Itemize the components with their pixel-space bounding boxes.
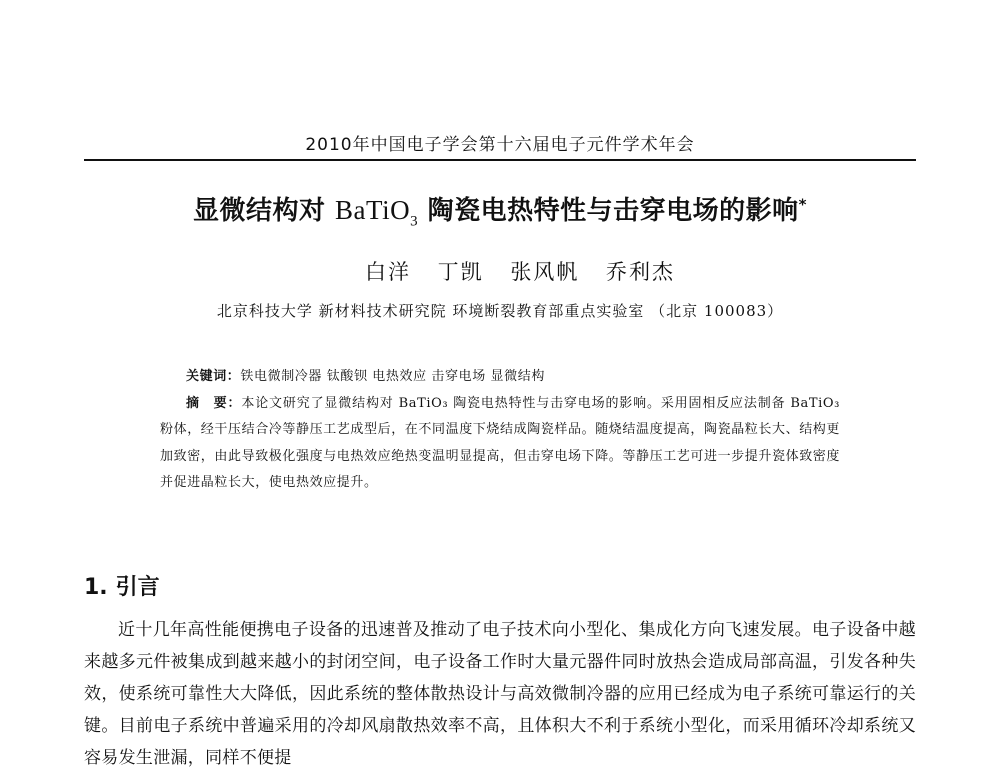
section-heading: [84, 570, 160, 601]
title-prefix: 显微结构对: [192, 196, 336, 226]
paper-title: [60, 190, 940, 230]
section-title-text: 引言: [115, 575, 160, 600]
header-rule: [84, 159, 916, 161]
affiliation: 北京科技大学 新材料技术研究院 环境断裂教育部重点实验室 （北京 100083）: [216, 302, 784, 320]
introduction-paragraph: 近十几年高性能便携电子设备的迅速普及推动了电子技术向小型化、集成化方向飞速发展。电子设备中越来越多元件被集成到越来越小的封闭空间，电子设备工作时大量元器件同时放热会造成局部高温，引发各种失效，使系统可靠性大大降低，因此系统的整体散热设计与高效微制冷器的应用已经成为电子系统可靠运行的关键。目前电子系统中普遍采用的冷却风扇散热效率不高，且体积大不利于系统小型化，而采用循环冷却系统又容易发生泄漏，同样不便提: [84, 620, 916, 768]
section-number: 1.: [84, 575, 108, 600]
conference-header: 2010年中国电子学会第十六届电子元件学术年会: [305, 135, 695, 155]
introduction-body: [84, 614, 916, 774]
keywords-label: 关键词：: [186, 369, 241, 384]
keywords: [160, 364, 840, 391]
title-suffix: 陶瓷电热特性与击穿电场的影响: [418, 196, 799, 226]
formula-base: BaTiO: [335, 195, 411, 225]
abstract: [160, 391, 840, 497]
authors: 白洋 丁凯 张风帆 乔利杰: [364, 260, 676, 284]
title-formula: [335, 195, 419, 230]
formula-subscript: 3: [410, 213, 419, 230]
footnote-mark: *: [798, 195, 808, 214]
abstract-text: 本论文研究了显微结构对 BaTiO₃ 陶瓷电热特性与击穿电场的影响。采用固相反应法制备 BaTiO₃ 粉体，经干压结合冷等静压工艺成型后，在不同温度下烧结成陶瓷样品。随烧结温度提高，陶瓷晶粒长大、结构更加致密，由此导致极化强度与电热效应绝热变温明显提高，但击穿电场下降。等静压工艺可进一步提升瓷体致密度并促进晶粒长大，使电热效应提升。: [160, 395, 841, 490]
abstract-block: [160, 364, 840, 497]
keywords-text: 铁电微制冷器 钛酸钡 电热效应 击穿电场 显微结构: [240, 369, 545, 384]
abstract-label: 摘 要：: [186, 395, 242, 411]
